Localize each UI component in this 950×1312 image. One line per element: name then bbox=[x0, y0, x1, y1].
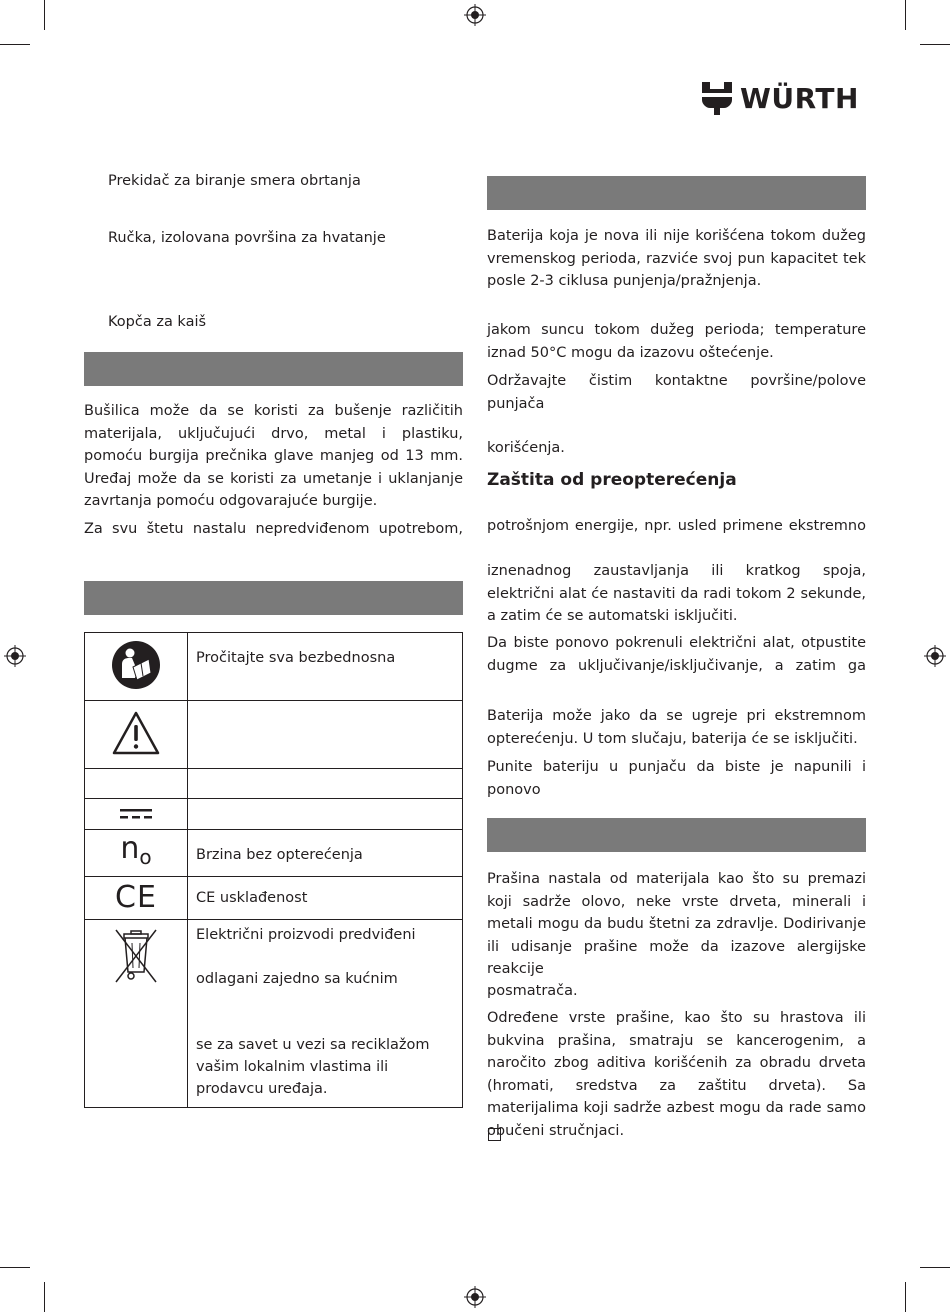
symbol-description: Električni proizvodi predviđeni bbox=[196, 927, 416, 943]
clean-paragraph: Održavajte čistim kontaktne površine/polove punjača bbox=[487, 373, 866, 412]
restart-paragraph: Da biste ponovo pokrenuli električni alat, otpustite dugme za uključivanje/isključivanje, a zatim ga bbox=[487, 635, 866, 674]
dust-paragraph: Prašina nastala od materijala kao što su premazi koji sadrže olovo, neke vrste drveta, minerali i metali mogu da budu štetni za zdravlje. Dodirivanje ili udisanje prašine može da izazove alergijske reakcije bbox=[487, 871, 866, 977]
usage-end-text: korišćenja. bbox=[487, 440, 565, 456]
table-row bbox=[85, 877, 463, 920]
feature-label: Kopča za kaiš bbox=[108, 314, 207, 330]
crop-mark bbox=[920, 44, 950, 45]
table-row bbox=[85, 701, 463, 769]
table-row bbox=[85, 830, 463, 877]
crop-mark bbox=[44, 0, 45, 30]
symbol-description: Brzina bez opterećenja bbox=[188, 830, 463, 877]
registration-mark-icon bbox=[4, 645, 26, 667]
sun-paragraph: jakom suncu tokom dužeg perioda; temperature iznad 50°C mogu da izazovu oštećenje. bbox=[487, 322, 866, 361]
crossed-bin-icon bbox=[112, 928, 160, 986]
ce-mark-icon: CE bbox=[115, 880, 157, 915]
usage-paragraph: Bušilica može da se koristi za bušenje različitih materijala, uključujući drvo, metal i plastiku, pomoću burgija prečnika glave manjeg od 13 mm. Uređaj može da se koristi za umetanje i uklanjanje zavrtanja pomoću odgovarajuće burgije. bbox=[84, 403, 463, 509]
feature-label: Ručka, izolovana površina za hvatanje bbox=[108, 230, 386, 246]
symbol-description bbox=[188, 701, 463, 769]
crop-mark bbox=[44, 1282, 45, 1312]
overload-heading: Zaštita od preopterećenja bbox=[487, 470, 737, 490]
table-row bbox=[85, 920, 463, 1108]
crop-mark bbox=[0, 44, 30, 45]
damage-paragraph: Za svu štetu nastalu nepredviđenom upotrebom, bbox=[84, 521, 463, 537]
warning-icon bbox=[111, 710, 161, 756]
symbol-description: Pročitajte sva bezbednosna bbox=[188, 633, 463, 701]
battery-new-paragraph: Baterija koja je nova ili nije korišćena tokom dužeg vremenskog perioda, razviće svoj pun kapacitet tek posle 2-3 ciklusa punjenja/pražnjenja. bbox=[487, 228, 866, 289]
crop-mark bbox=[905, 0, 906, 30]
section-bar bbox=[487, 176, 866, 210]
charge-paragraph: Punite bateriju u punjaču da biste je napunili i ponovo bbox=[487, 759, 866, 798]
overload-paragraph: potrošnjom energije, npr. usled primene ekstremno bbox=[487, 518, 866, 534]
symbol-description: CE usklađenost bbox=[188, 877, 463, 920]
symbols-table bbox=[84, 632, 463, 1108]
registration-mark-icon bbox=[924, 645, 946, 667]
dust-end-text: posmatrača. bbox=[487, 983, 578, 999]
empty-checkbox bbox=[488, 1128, 501, 1141]
wurth-logo-text: WÜRTH bbox=[740, 82, 859, 115]
crop-mark bbox=[920, 1267, 950, 1268]
section-bar bbox=[487, 818, 866, 852]
read-manual-icon bbox=[111, 640, 161, 690]
symbol-description: se za savet u vezi sa reciklažom vašim lokalnim vlastima ili prodavcu uređaja. bbox=[196, 1037, 430, 1097]
symbol-description bbox=[188, 769, 463, 799]
battery-hot-paragraph: Baterija može jako da se ugreje pri ekstremnom opterećenju. U tom slučaju, baterija će se isključiti. bbox=[487, 708, 866, 747]
table-row bbox=[85, 633, 463, 701]
no-load-speed-icon: $n_o$ bbox=[120, 831, 152, 869]
crop-mark bbox=[0, 1267, 30, 1268]
table-row bbox=[85, 799, 463, 830]
overload-paragraph: iznenadnog zaustavljanja ili kratkog spoja, električni alat će nastaviti da radi tokom 2 sekunde, a zatim će se automatski isključiti. bbox=[487, 563, 866, 624]
direct-current-icon bbox=[120, 808, 152, 820]
dust-carcinogen-paragraph: Određene vrste prašine, kao što su hrastova ili bukvina prašina, smatraju se kancerogenim, a naročito zbog aditiva korišćenih za obradu drveta (hromati, sredstva za zaštitu drveta). Sa materijalima koji sadrže azbest mogu da rade samo obučeni stručnjaci. bbox=[487, 1010, 866, 1139]
table-row bbox=[85, 769, 463, 799]
wurth-logo bbox=[700, 80, 868, 118]
registration-mark-icon bbox=[464, 1286, 486, 1308]
symbol-description bbox=[188, 799, 463, 830]
section-bar bbox=[84, 581, 463, 615]
section-bar bbox=[84, 352, 463, 386]
symbol-description: odlagani zajedno sa kućnim bbox=[196, 971, 398, 987]
crop-mark bbox=[905, 1282, 906, 1312]
wurth-emblem-icon bbox=[700, 80, 734, 116]
feature-label: Prekidač za biranje smera obrtanja bbox=[108, 173, 361, 189]
registration-mark-icon bbox=[464, 4, 486, 26]
